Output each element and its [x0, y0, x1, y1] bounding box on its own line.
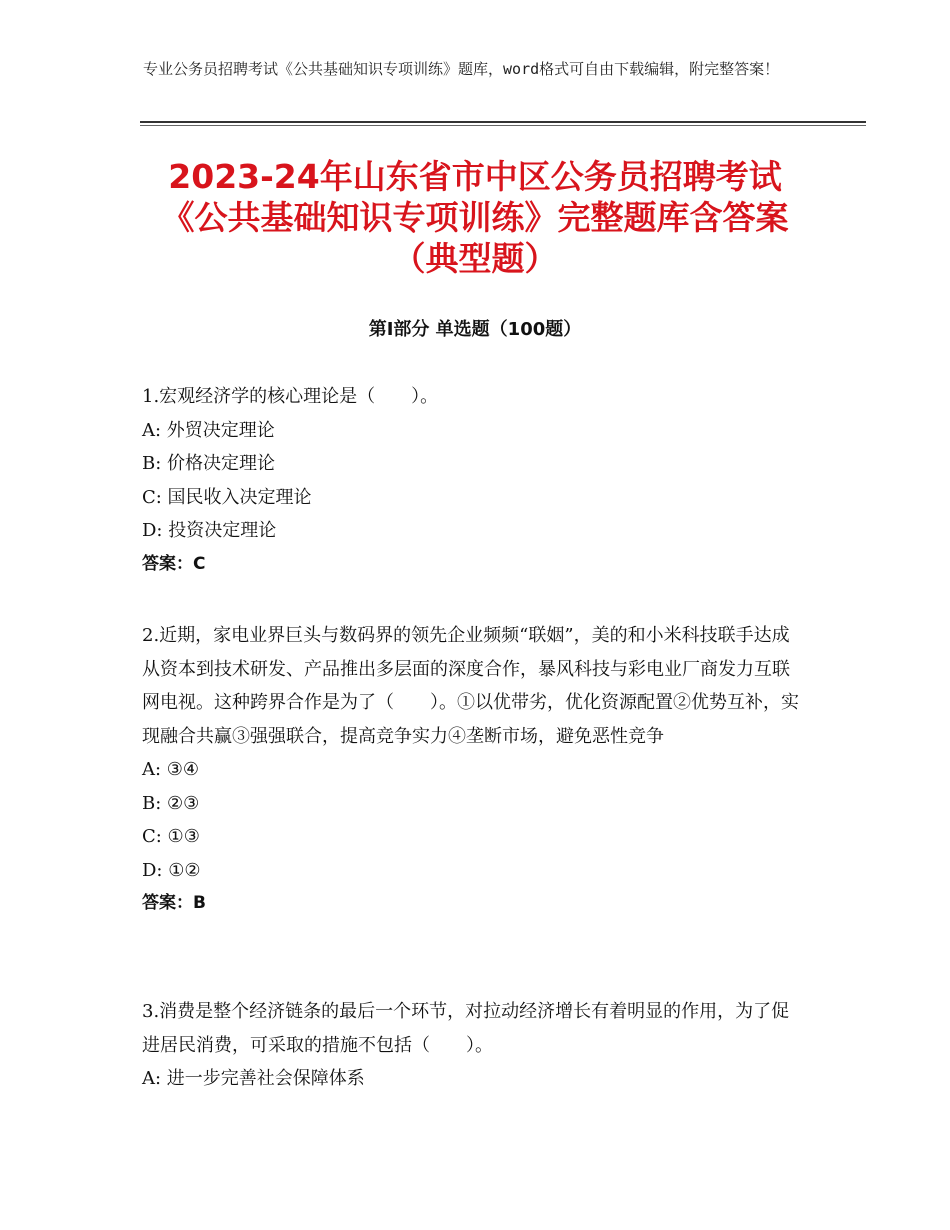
- title-line-1: 2023-24年山东省市中区公务员招聘考试: [168, 157, 782, 196]
- question-stem: 3.消费是整个经济链条的最后一个环节，对拉动经济增长有着明显的作用，为了促进居民消费，可采取的措施不包括（ ）。: [142, 1001, 790, 1056]
- question-3: [142, 995, 802, 1096]
- question-stem: 2.近期，家电业界巨头与数码界的领先企业频频“联姻”，美的和小米科技联手达成从资本到技术研发、产品推出多层面的深度合作，暴风科技与彩电业厂商发力互联网电视。这种跨界合作是为了（ ）。①以优带劣，优化资源配置②优势互补，实现融合共赢③强强联合，提高竞争实力④垄断市场，避免恶性竞争: [142, 625, 799, 747]
- option-b: B: 价格决定理论: [142, 453, 276, 474]
- option-a: A: ③④: [142, 759, 200, 780]
- answer-line: 答案：C: [142, 553, 206, 574]
- section-heading: 第Ⅰ部分 单选题（100题）: [368, 319, 582, 340]
- answer-line: 答案：B: [142, 893, 206, 913]
- header-rule-thick: [140, 121, 866, 123]
- option-c: C: 国民收入决定理论: [142, 486, 312, 508]
- title-line-3: （典型题）: [392, 239, 558, 278]
- document-title: [130, 156, 820, 279]
- header-rule-thin: [140, 125, 866, 126]
- option-d: D: ①②: [142, 859, 201, 881]
- option-a: A: 进一步完善社会保障体系: [142, 1068, 365, 1089]
- question-1: [142, 380, 802, 581]
- header-note: 专业公务员招聘考试《公共基础知识专项训练》题库，word格式可自由下载编辑，附完整答案！: [143, 60, 780, 78]
- question-2: [142, 619, 802, 921]
- option-b: B: ②③: [142, 792, 200, 814]
- option-c: C: ①③: [142, 826, 200, 847]
- question-stem: 1.宏观经济学的核心理论是（ ）。: [142, 386, 439, 407]
- option-a: A: 外贸决定理论: [142, 419, 275, 441]
- option-d: D: 投资决定理论: [142, 520, 277, 541]
- title-line-2: 《公共基础知识专项训练》完整题库含答案: [161, 198, 789, 237]
